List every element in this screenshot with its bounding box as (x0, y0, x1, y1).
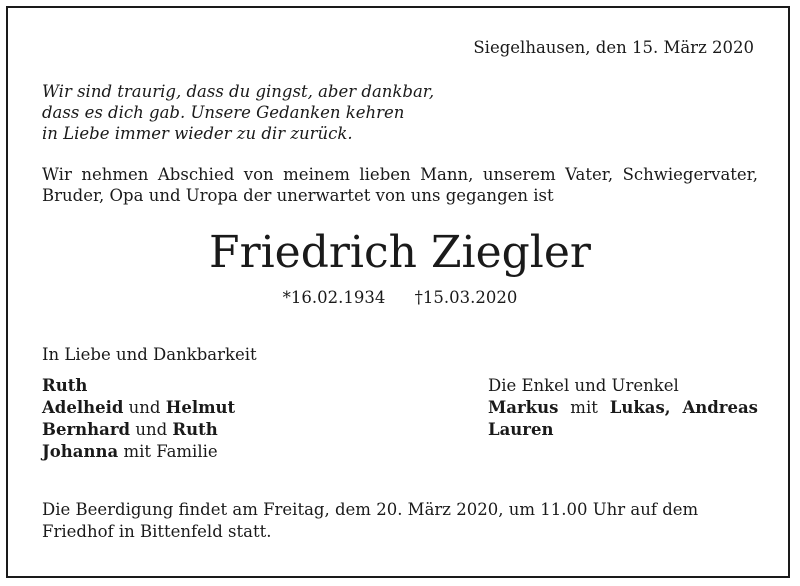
family-line (42, 441, 235, 463)
intro-text (42, 164, 758, 206)
family-right (488, 375, 758, 441)
birth-date: *16.02.1934 (282, 288, 386, 307)
funeral-line: Friedhof in Bittenfeld statt. (42, 522, 272, 541)
family-name: Lauren (488, 420, 554, 439)
family-name: Bernhard (42, 420, 131, 439)
family-name: Ruth (42, 376, 88, 395)
quote-line: Wir sind traurig, dass du gingst, aber dankbar, (42, 82, 435, 101)
love-line: In Liebe und Dankbarkeit (42, 345, 257, 364)
quote (42, 81, 434, 144)
connector: mit (570, 398, 598, 417)
funeral-info (42, 499, 698, 543)
family-line (488, 419, 758, 441)
deceased-name: Friedrich Ziegler (209, 227, 591, 278)
life-dates (0, 288, 800, 308)
connector: und (128, 398, 161, 417)
place-date: Siegelhausen, den 15. März 2020 (473, 38, 754, 57)
funeral-line: Die Beerdigung findet am Freitag, dem 20. März 2020, um 11.00 Uhr auf dem (42, 500, 699, 519)
family-name: Lukas, (609, 398, 671, 417)
family-name: Markus (488, 398, 559, 417)
family-left (42, 375, 235, 463)
family-line (42, 375, 235, 397)
family-name: Helmut (165, 398, 236, 417)
family-line (42, 419, 235, 441)
connector: und (135, 420, 168, 439)
quote-line: dass es dich gab. Unsere Gedanken kehren (42, 103, 405, 122)
connector: mit Familie (123, 442, 218, 461)
family-name: Ruth (172, 420, 218, 439)
family-line (488, 397, 758, 419)
quote-line: in Liebe immer wieder zu dir zurück. (42, 124, 353, 143)
grandchildren-title: Die Enkel und Urenkel (488, 376, 679, 395)
family-name: Andreas (682, 398, 758, 417)
family-name: Johanna (42, 442, 119, 461)
family-line (42, 397, 235, 419)
death-date: †15.03.2020 (414, 288, 518, 307)
intro-line: Bruder, Opa und Uropa der unerwartet von uns gegangen ist (42, 186, 554, 205)
intro-line: Wir nehmen Abschied von meinem lieben Mann, unserem Vater, Schwiegervater, (42, 165, 758, 184)
family-name: Adelheid (42, 398, 124, 417)
